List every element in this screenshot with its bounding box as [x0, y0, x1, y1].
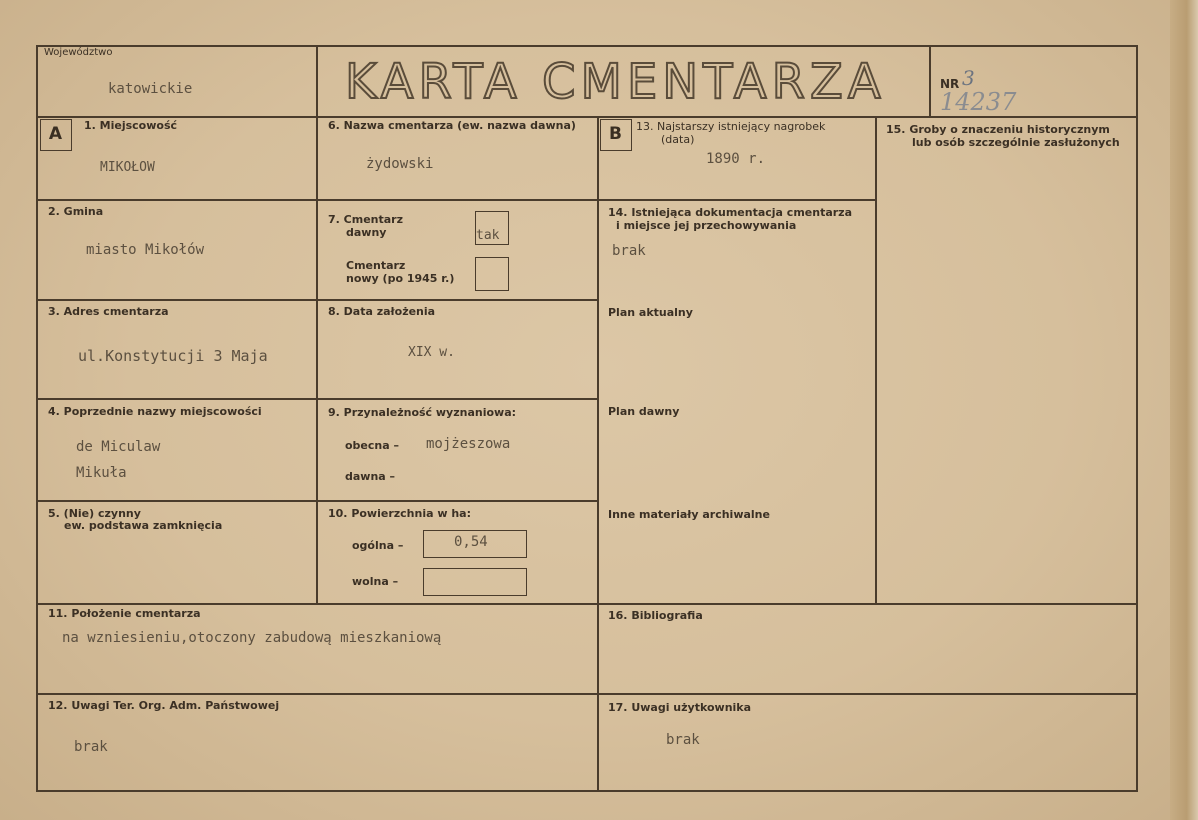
field-14-label-line2: i miejsce jej przechowywania — [616, 219, 797, 232]
rule — [36, 116, 1138, 118]
rule — [316, 116, 318, 605]
field-2-value: miasto Mikołów — [86, 242, 205, 258]
field-1-label: 1. Miejscowość — [84, 119, 178, 132]
dawny-checkbox-value: tak — [476, 228, 500, 243]
rule — [597, 116, 599, 792]
rule — [1136, 45, 1138, 792]
plan-aktualny-label: Plan aktualny — [608, 306, 693, 319]
nr-value: 3 — [962, 66, 975, 90]
rule — [36, 398, 318, 400]
rule — [316, 45, 318, 118]
field-4-label: 4. Poprzednie nazwy miejscowości — [48, 405, 262, 418]
rule — [316, 299, 599, 301]
field-12-label: 12. Uwagi Ter. Org. Adm. Państwowej — [48, 699, 280, 712]
section-b-letter: B — [609, 124, 622, 144]
field-2-label: 2. Gmina — [48, 205, 104, 218]
field-16-label: 16. Bibliografia — [608, 609, 703, 622]
plan-dawny-label: Plan dawny — [608, 405, 680, 418]
field-5-label-line1: 5. (Nie) czynny — [48, 507, 141, 520]
field-12-value: brak — [74, 739, 108, 755]
field-6-value: żydowski — [366, 156, 434, 172]
wojewodztwo-label: Województwo — [44, 47, 113, 58]
field-14-value: brak — [612, 243, 646, 259]
field-15-label-line1: 15. Groby o znaczeniu historycznym — [886, 123, 1110, 136]
rule — [36, 299, 318, 301]
field-7-nowy-label-line1: Cmentarz — [346, 259, 406, 272]
field-1-value: MIKOŁOW — [100, 160, 155, 175]
nr-label: NR — [940, 77, 960, 91]
field-13-value: 1890 r. — [706, 151, 766, 167]
card-title: KARTA CMENTARZA — [345, 54, 886, 110]
rule — [597, 199, 877, 201]
nr-handwritten-value: 14237 — [940, 88, 1017, 116]
rule — [316, 398, 599, 400]
rule — [36, 603, 1138, 605]
nowy-checkbox[interactable] — [475, 257, 509, 291]
inne-materialy-label: Inne materiały archiwalne — [608, 508, 770, 521]
field-8-value: XIX w. — [408, 345, 455, 360]
rule — [36, 45, 1138, 47]
rule — [36, 500, 318, 502]
rule — [36, 45, 38, 792]
rule — [316, 199, 599, 201]
field-9-label: 9. Przynależność wyznaniowa: — [328, 406, 517, 419]
rule — [875, 116, 877, 605]
field-8-label: 8. Data założenia — [328, 305, 436, 318]
field-14-label-line1: 14. Istniejąca dokumentacja cmentarza — [608, 206, 853, 219]
field-10-ogolna-label: ogólna – — [352, 539, 404, 552]
field-10-wolna-label: wolna – — [352, 575, 399, 588]
field-9-obecna-label: obecna – — [345, 439, 399, 452]
field-9-dawna-label: dawna – — [345, 470, 396, 483]
field-13-label-line2: (data) — [661, 133, 695, 146]
rule — [36, 693, 1138, 695]
rule — [316, 500, 599, 502]
rule — [36, 199, 318, 201]
field-7-nowy-label-line2: nowy (po 1945 r.) — [346, 272, 455, 285]
field-3-label: 3. Adres cmentarza — [48, 305, 169, 318]
field-10-ogolna-value: 0,54 — [454, 534, 488, 550]
field-11-value: na wzniesieniu,otoczony zabudową mieszkaniową — [62, 630, 442, 646]
field-15-label-line2: lub osób szczególnie zasłużonych — [912, 136, 1120, 149]
field-7-dawny-label-line1: 7. Cmentarz — [328, 213, 403, 226]
field-9-obecna-value: mojżeszowa — [426, 436, 511, 452]
field-4-value-line2: Mikuła — [76, 465, 127, 481]
field-7-dawny-label-line2: dawny — [346, 226, 387, 239]
field-4-value-line1: de Miculaw — [76, 439, 161, 455]
field-13-label-line1: 13. Najstarszy istniejący nagrobek — [636, 120, 826, 133]
card-edge — [1170, 0, 1198, 820]
rule — [929, 45, 931, 118]
field-5-label-line2: ew. podstawa zamknięcia — [64, 519, 223, 532]
rule — [36, 790, 1138, 792]
field-11-label: 11. Położenie cmentarza — [48, 607, 201, 620]
section-a-letter: A — [48, 124, 63, 144]
wojewodztwo-value: katowickie — [108, 81, 193, 97]
field-10-label: 10. Powierzchnia w ha: — [328, 507, 472, 520]
field-3-value: ul.Konstytucji 3 Maja — [78, 347, 268, 365]
wolna-area-box[interactable] — [423, 568, 527, 596]
field-17-label: 17. Uwagi użytkownika — [608, 701, 752, 714]
field-17-value: brak — [666, 732, 700, 748]
field-6-label: 6. Nazwa cmentarza (ew. nazwa dawna) — [328, 119, 576, 132]
